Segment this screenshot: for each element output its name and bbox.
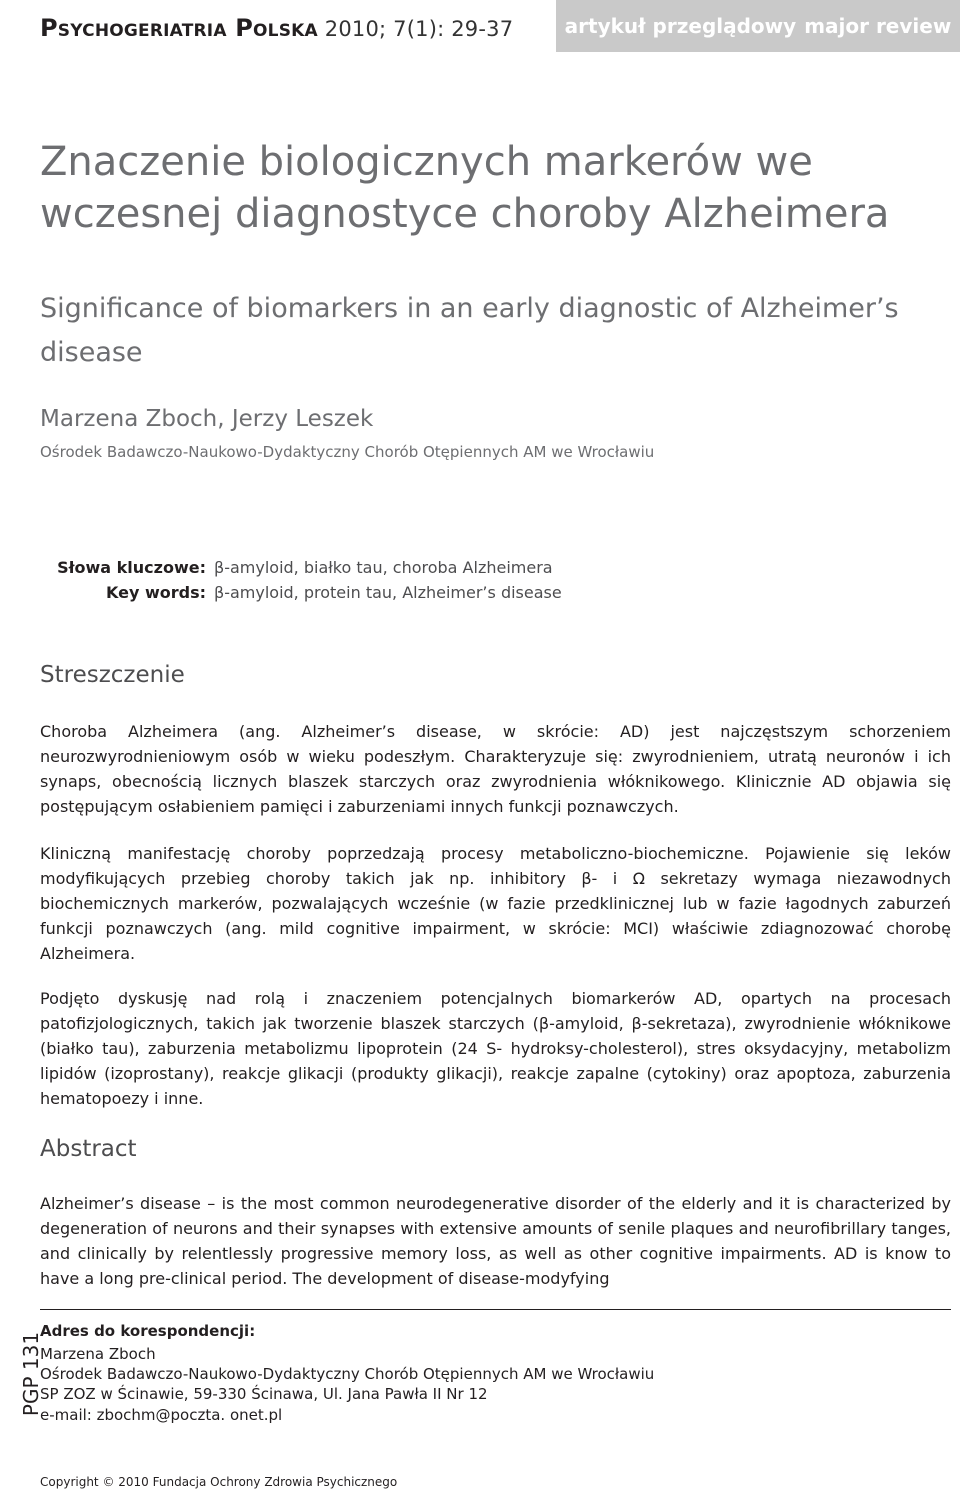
correspondence-name: Marzena Zboch	[40, 1345, 156, 1363]
keywords-pl	[40, 558, 553, 577]
article-type-en: major review	[804, 14, 952, 38]
correspondence-address: SP ZOZ w Ścinawie, 59-330 Ścinawa, Ul. Jana Pawła II Nr 12	[40, 1385, 488, 1403]
streszczenie-heading: Streszczenie	[40, 662, 185, 688]
correspondence-heading: Adres do korespondencji:	[40, 1322, 256, 1340]
keywords-pl-value: β-amyloid, białko tau, choroba Alzheimera	[214, 558, 553, 577]
journal-citation: 2010; 7(1): 29-37	[324, 17, 514, 41]
authors: Marzena Zboch, Jerzy Leszek	[40, 406, 374, 432]
streszczenie-paragraph-2: Kliniczną manifestację choroby poprzedzają procesy metaboliczno-biochemiczne. Pojawienie się leków modyfikujących przebieg choroby takich jak np. inhibitory β- i Ω sekretazy wymaga niezawodnych biochemicznych markerów, pozwalających wcześnie (w fazie przedklinicznej lub w fazie łagodnych zaburzeń funkcji poznawczych (ang. mild cognitive impairment, w skrócie: MCI) właściwie zdiagnozować chorobę Alzheimera.	[40, 844, 951, 963]
page-side-tag: PGP 131	[19, 1331, 43, 1417]
abstract-paragraph-1: Alzheimer’s disease – is the most common neurodegenerative disorder of the elderly and it is characterized by degeneration of neurons and their synapses with extensive amounts of senile plaques and neurofibrillary tanges, and clinically by relentlessly progressive memory loss, as well as other cognitive impairments. AD is know to have a long pre-clinical period. The development of disease-modyfying	[40, 1194, 951, 1288]
affiliation: Ośrodek Badawczo-Naukowo-Dydaktyczny Chorób Otępiennych AM we Wrocławiu	[40, 443, 655, 461]
keywords-en-value: β-amyloid, protein tau, Alzheimer’s disease	[214, 583, 562, 602]
abstract-heading: Abstract	[40, 1136, 137, 1162]
article-type-tag	[556, 0, 960, 52]
title-polish: Znaczenie biologicznych markerów we wczesnej diagnostyce choroby Alzheimera	[40, 139, 890, 237]
journal-header	[40, 14, 513, 42]
streszczenie-paragraph-1: Choroba Alzheimera (ang. Alzheimer’s disease, w skrócie: AD) jest najczęstszym schorzeniem neurozwyrodnieniowym osób w wieku podeszłym. Charakteryzuje się: zwyrodnieniem, utratą neuronów i ich synaps, obecnością licznych blaszek starczych oraz zwyrodnienia włóknikowego. Klinicznie AD objawia się postępującym osłabieniem pamięci i zaburzeniami innych funkcji poznawczych.	[40, 722, 951, 816]
streszczenie-paragraph-3: Podjęto dyskusję nad rolą i znaczeniem potencjalnych biomarkerów AD, opartych na procesach patofizjologicznych, takich jak tworzenie blaszek starczych (β-amyloid, β-sekretaza), zwyrodnienie włóknikowe (białko tau), zaburzenia metabolizmu lipoprotein (24 S- hydroksy-cholesterol), stres oksydacyjny, metabolizm lipidów (izoprostany), reakcje glikacji (produkty glikacji), reakcje zapalne (cytokiny) oraz apoptoza, zaburzenia hematopoezy i inne.	[40, 989, 951, 1108]
correspondence-affiliation: Ośrodek Badawczo-Naukowo-Dydaktyczny Chorób Otępiennych AM we Wrocławiu	[40, 1365, 655, 1383]
correspondence-email: e-mail: zbochm@poczta. onet.pl	[40, 1406, 283, 1424]
footer-divider	[40, 1309, 951, 1310]
keywords-en-label: Key words:	[105, 583, 206, 602]
keywords-pl-label: Słowa kluczowe:	[57, 558, 206, 577]
copyright-notice: Copyright © 2010 Fundacja Ochrony Zdrowia Psychicznego	[40, 1475, 398, 1489]
article-type-pl: artykuł przeglądowy	[564, 14, 797, 38]
keywords-en	[40, 583, 562, 602]
title-english: Significance of biomarkers in an early diagnostic of Alzheimer’s disease	[40, 293, 899, 368]
journal-name: Psychogeriatria Polska	[40, 14, 318, 42]
